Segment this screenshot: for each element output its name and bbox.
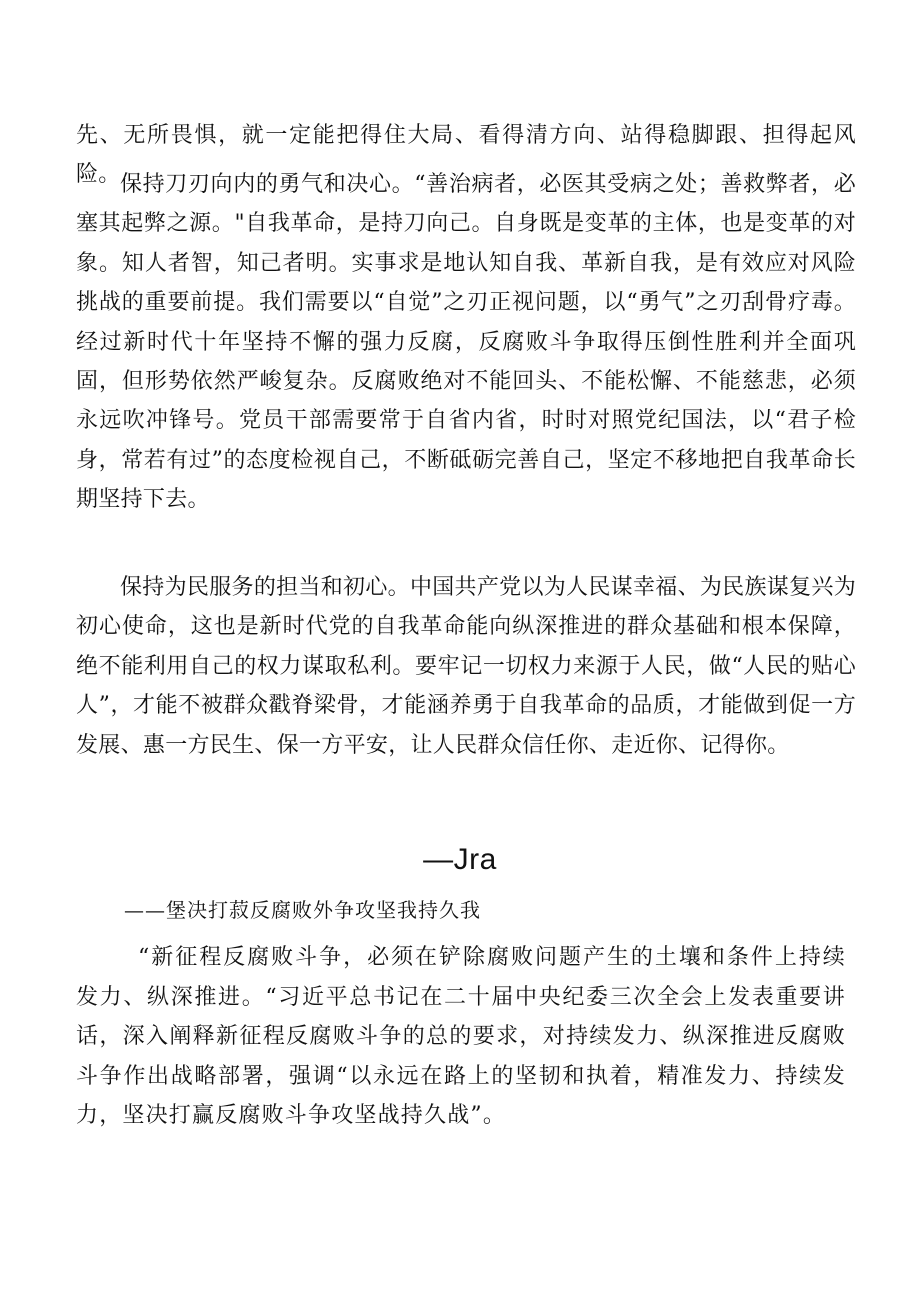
paragraph-continuation: 先、无所畏惧，就一定能把得住大局、看得清方向、站得稳脚跟、担得起风险。 [76, 123, 856, 188]
paragraph-inward-courage: 保持刀刃向内的勇气和决心。“善治病者，必医其受病之处；善救弊者，必塞其起弊之源。"自我革命，是持刀向己。自身既是变革的主体，也是变革的对象。知人者智，知己者明。实事求是地认知自我、革新自我，是有效应对风险挑战的重要前提。我们需要以“自觉”之刃正视问题，以“勇气”之刃刮骨疗毒。经过新时代十年坚持不懈的强力反腐，反腐败斗争取得压倒性胜利并全面巩固，但形势依然严峻复杂。反腐败绝对不能回头、不能松懈、不能慈悲，必须永远吹冲锋号。党员干部需要常于自省内省，时时对照党纪国法，以“君子检身，常若有过”的态度检视自己，不断砥砺完善自己，坚定不移地把自我革命长期坚持下去。 [76, 172, 856, 513]
sub-heading: ——堡决打菽反腐败外争攻坚我持久我 [124, 898, 481, 922]
section-heading: —Jra [423, 843, 497, 876]
paragraph-serve-people: 保持为民服务的担当和初心。中国共产党以为人民谋幸福、为民族谋复兴为初心使命，这也是新时代党的自我革命能向纵深推进的群众基础和根本保障，绝不能利用自己的权力谋取私利。要牢记一切权力来源于人民，做“人民的贴心人”，才能不被群众戳脊梁骨，才能涵养勇于自我革命的品质，才能做到促一方发展、惠一方民生、保一方平安，让人民群众信任你、走近你、记得你。 [76, 575, 856, 758]
paragraph-anti-corruption: “新征程反腐败斗争，必须在铲除腐败问题产生的土壤和条件上持续发力、纵深推进。“习近平总书记在二十届中央纪委三次全会上发表重要讲话，深入阐释新征程反腐败斗争的总的要求，对持续发力、纵深推进反腐败斗争作出战略部署，强调“以永远在路上的坚韧和执着，精准发力、持续发力，坚决打赢反腐败斗争攻坚战持久战”。 [76, 945, 846, 1129]
